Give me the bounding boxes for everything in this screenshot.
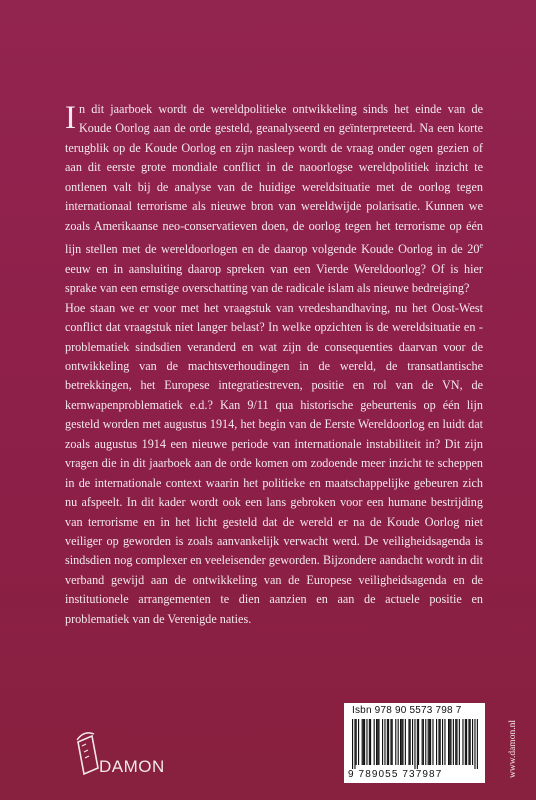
publisher-logo-text: DAMON — [99, 757, 165, 776]
blurb-p1-text: n dit jaarboek wordt de wereldpolitieke ontwikkeling sinds het einde van de Koude Oorlog aan de orde gesteld, geanalyseerd en geïnterpreteerd. Na een korte terugblik op de Koude Oorlog en zijn nasleep wordt de vraag onder ogen gezien of aan dit eerste grote mondiale conflict in de naoorlogse wereldpolitiek inzicht te ontlenen valt bij de analyse van de huidige wereldsituatie met de oorlog tegen internationaal terrorisme als nieuwe bron van wereldwijde polarisatie. Kunnen we zoals Amerikaanse neo-conservatieven doen, de oorlog tegen het terrorisme op één lijn stellen met de wereldoorlogen en de daarop volgende Koude Oorlog in de 20 — [65, 102, 483, 257]
barcode-bar — [410, 719, 411, 765]
barcode-bar — [470, 719, 471, 765]
barcode-bar — [444, 719, 445, 765]
barcode-bar — [395, 719, 396, 765]
barcode-bar — [455, 719, 456, 765]
barcode-bar — [369, 719, 370, 765]
barcode-bar — [417, 719, 418, 769]
barcode-bar — [414, 719, 415, 769]
barcode — [344, 703, 485, 783]
barcode-bar — [429, 719, 430, 765]
barcode-bar — [459, 719, 460, 765]
barcode-bar — [468, 719, 469, 765]
blurb-p1-superscript: e — [479, 241, 483, 251]
barcode-bar — [354, 719, 355, 769]
isbn-label: Isbn 978 90 5573 798 7 — [352, 705, 462, 716]
barcode-bar — [453, 719, 454, 765]
barcode-bar — [465, 719, 466, 765]
barcode-bar — [438, 719, 439, 765]
barcode-bar — [392, 719, 393, 765]
barcode-bar — [387, 719, 388, 765]
barcode-bar — [402, 719, 403, 765]
barcode-bar — [418, 719, 419, 765]
barcode-bar — [374, 719, 375, 765]
barcode-bar — [432, 719, 433, 765]
barcode-bar — [462, 719, 463, 765]
barcode-digits: 9 789055 737987 — [348, 769, 443, 780]
barcode-bar — [412, 719, 413, 765]
barcode-bar — [477, 719, 478, 769]
barcode-bar — [450, 719, 451, 765]
barcode-bar — [442, 719, 443, 765]
barcode-bar — [364, 719, 365, 765]
barcode-bar — [474, 719, 475, 769]
barcode-bar — [448, 719, 449, 765]
blurb-paragraph-1 — [65, 100, 483, 299]
barcode-bar — [366, 719, 367, 765]
barcode-bar — [405, 719, 406, 765]
barcode-bar — [352, 719, 353, 769]
barcode-bar — [472, 719, 473, 765]
barcode-bar — [376, 719, 377, 765]
barcode-bar — [370, 719, 371, 765]
barcode-bar — [363, 719, 364, 765]
barcode-bar — [382, 719, 383, 765]
barcode-bar — [440, 719, 441, 765]
barcode-bar — [425, 719, 426, 765]
barcode-bar — [408, 719, 409, 765]
barcode-bar — [390, 719, 391, 765]
barcode-bar — [466, 719, 467, 765]
barcode-bar — [401, 719, 402, 765]
barcode-bar — [449, 719, 450, 765]
barcode-bar — [400, 719, 401, 765]
barcode-bar — [378, 719, 379, 765]
barcode-bar — [456, 719, 457, 765]
cover-blurb — [65, 100, 483, 629]
drop-cap: I — [65, 100, 76, 136]
barcode-bars — [352, 719, 478, 769]
barcode-bar — [422, 719, 423, 765]
barcode-bar — [398, 719, 399, 765]
barcode-bar — [377, 719, 378, 765]
barcode-bar — [384, 719, 385, 765]
blurb-p1-tail: eeuw en in aansluiting daarop spreken van een Vierde Wereldoorlog? Of is hier sprake van een ernstige overschatting van de radicale islam als nieuwe bedreiging? — [65, 261, 483, 296]
barcode-bar — [423, 719, 424, 765]
barcode-bar — [356, 719, 357, 765]
barcode-bar — [362, 719, 363, 765]
barcode-bar — [388, 719, 389, 765]
publisher-url: www.damon.nl — [508, 720, 518, 778]
barcode-bar — [430, 719, 431, 765]
barcode-bar — [358, 719, 359, 765]
barcode-bar — [436, 719, 437, 765]
blurb-paragraph-2: Hoe staan we er voor met het vraagstuk van vredeshandhaving, nu het Oost-West conflict dat vraagstuk niet langer belast? In welke opzichten is de wereldsituatie en -problematiek sindsdien veranderd en wat zijn de consequenties daarvan voor de ontwikkeling van de machtsverhoudingen in de wereld, de transatlantische betrekkingen, het Europese integratiestreven, positie en rol van de VN, de kernwapenproblematiek e.d.? Kan 9/11 qua historische gebeurtenis op één lijn gesteld worden met augustus 1914, het begin van de Eerste Wereldoorlog en luidt dat zoals augustus 1914 een nieuwe periode van internationale instabiliteit in? Dit zijn vragen die in dit jaarboek aan de orde komen om zodoende meer inzicht te scheppen in de internationale context waarin het politieke en maatschappelijke gebeuren zich nu afspeelt. In dit kader wordt ook een lans gebroken voor een humane bestrijding van terrorisme en in het licht gesteld dat de wereld er na de Koude Oorlog niet veiliger op geworden is zoals aanvankelijk verwacht werd. De veiligheidsagenda is sindsdien nog complexer en veeleisender geworden. Bijzondere aandacht wordt in dit verband gewijd aan de ontwikkeling van de Europese veiligheidsagenda en de institutionele arrangementen te dien aanzien en aan de actuele positie en problematiek van de Verenigde naties. — [65, 300, 483, 626]
barcode-bar — [428, 719, 429, 765]
